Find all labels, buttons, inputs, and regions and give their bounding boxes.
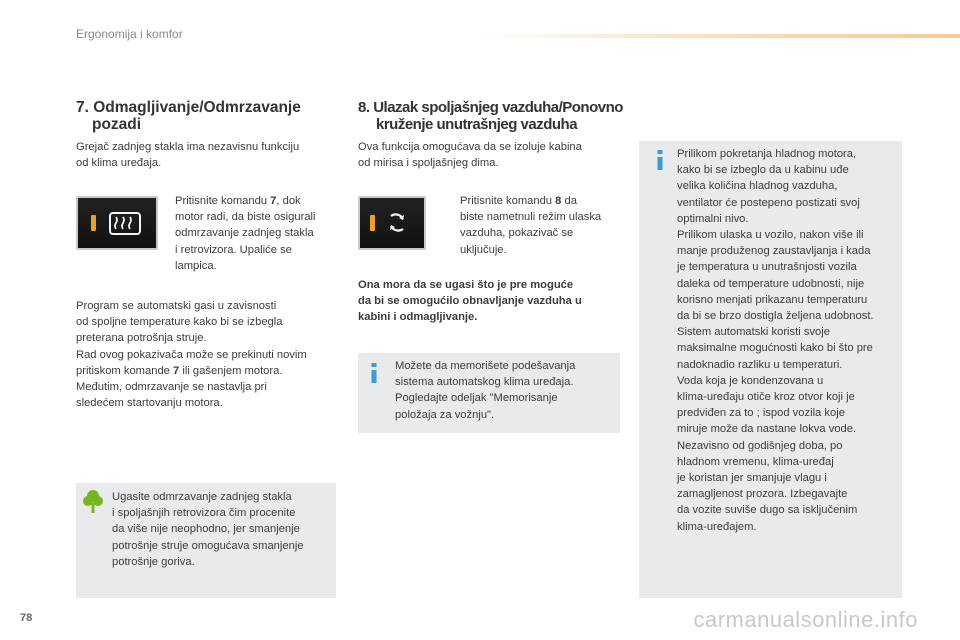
section7-description	[76, 298, 346, 411]
step-text: da	[561, 195, 577, 207]
right-note-text	[677, 146, 899, 535]
note-line: Sistem automatski koristi svoje	[677, 326, 830, 339]
warning-line: Ona mora da se ugasi što je pre moguće	[358, 279, 574, 291]
info-icon	[368, 362, 380, 384]
note-line: zamagljenost prozora. Izbegavajte	[677, 488, 848, 501]
note-line: predviđen za to ; ispod vozila koje	[677, 407, 845, 420]
warning-line: da bi se omogućilo obnavljanje vazduha u	[358, 295, 582, 308]
chapter-title: Ergonomija i komfor	[76, 27, 183, 41]
note-line: Nezavisno od godišnjeg doba, po	[677, 439, 843, 452]
right-info-note-box	[639, 141, 902, 598]
rear-defrost-button-image	[76, 196, 158, 250]
leaf-tree-icon	[83, 489, 103, 515]
step-line: motor radi, da biste osigurali	[175, 211, 316, 224]
section7-title	[76, 99, 301, 133]
note-line: hladnom vremenu, klima-uređaj	[677, 455, 834, 468]
section7-title-line2: pozadi	[92, 116, 142, 133]
note-line: Ugasite odmrzavanje zadnjeg stakla	[112, 491, 292, 503]
info-note-box	[358, 353, 620, 433]
warning-line: kabini i odmagljivanje.	[358, 311, 478, 324]
intro-line: Ova funkcija omogućava da se izoluje kabina	[358, 141, 582, 153]
note-line: je temperatura u unutrašnjosti vozila	[677, 261, 857, 274]
intro-line: Grejač zadnjeg stakla ima nezavisnu funkciju	[76, 141, 300, 153]
desc-text: pritiskom komande	[76, 364, 173, 377]
step-line: biste nametnuli režim ulaska	[460, 211, 602, 224]
section8-warning	[358, 277, 628, 326]
step-text: , dok	[276, 195, 301, 207]
step-line: lampica.	[175, 259, 217, 272]
desc-line: od spoljne temperature kako bi se izbegla	[76, 316, 283, 329]
step-line: vazduha, pokazivač se	[460, 227, 574, 240]
header-gradient-bar	[480, 34, 960, 38]
note-line: potrošnje struje omogućava smanjenje	[112, 539, 304, 552]
note-line: Pogledajte odeljak "Memorisanje	[395, 392, 558, 405]
air-recirculation-button-image	[358, 196, 426, 250]
note-line: optimalni nivo.	[677, 212, 749, 225]
note-line: Prilikom ulaska u vozilo, nakon više ili	[677, 229, 864, 242]
command-number: 7	[173, 364, 180, 377]
section7-number: 7.	[76, 99, 89, 116]
command-number: 7	[270, 195, 277, 207]
note-line: položaja za vožnju".	[395, 408, 495, 421]
note-line: daleka od temperature udobnosti, nije	[677, 277, 865, 290]
section7-intro	[76, 139, 346, 171]
section8-intro	[358, 139, 620, 171]
note-line: nadoknadio razliku u temperaturi.	[677, 358, 843, 371]
note-line: manje produženog zaustavljanja i kada	[677, 245, 871, 258]
note-line: potrošnje goriva.	[112, 555, 195, 568]
note-line: miruje može da nastane lokva vode.	[677, 423, 857, 436]
note-line: kako bi se izbeglo da u kabinu uđe	[677, 164, 849, 177]
note-line: ventilator će postepeno postizati svoj	[677, 196, 860, 209]
note-line: da bi se brzo dostigla željena udobnost.	[677, 310, 874, 323]
note-line: sistema automatskog klima uređaja.	[395, 376, 574, 389]
info-note-text	[395, 358, 615, 423]
eco-note-box	[76, 483, 336, 598]
watermark: carmanualsonline.info	[693, 607, 918, 632]
desc-line: Međutim, odmrzavanje se nastavlja pri	[76, 381, 267, 394]
desc-line: sledećem startovanju motora.	[76, 397, 223, 410]
step-text: Pritisnite komandu	[460, 195, 556, 207]
note-line: da vozite suviše dugo sa isključenim	[677, 504, 858, 517]
note-line: je koristan jer smanjuje vlagu i	[677, 472, 827, 485]
section8-title	[358, 99, 623, 133]
page-number: 78	[20, 612, 33, 624]
note-line: maksimalne mogućnosti kako bi što pre	[677, 342, 873, 355]
desc-line: Rad ovog pokazivača može se prekinuti novim	[76, 348, 307, 361]
note-line: Prilikom pokretanja hladnog motora,	[677, 148, 857, 160]
section8-title-line1: Ulazak spoljašnjeg vazduha/Ponovno	[373, 99, 623, 116]
section8-step-text	[460, 193, 625, 258]
note-line: korisno menjati prikazanu temperaturu	[677, 293, 868, 306]
section7-step-text	[175, 193, 355, 274]
step-line: uključuje.	[460, 243, 507, 256]
step-line: odmrzavanje zadnjeg stakla	[175, 227, 314, 240]
note-line: klima-uređajem.	[677, 520, 757, 533]
intro-line: od mirisa i spoljašnjeg dima.	[358, 157, 499, 170]
note-line: Voda koja je kondenzovana u	[677, 374, 824, 387]
section7-title-line1: Odmagljivanje/Odmrzavanje	[93, 99, 301, 116]
desc-text: ili gašenjem motora.	[179, 364, 283, 377]
note-line: velika količina hladnog vazduha,	[677, 180, 838, 193]
intro-line: od klima uređaja.	[76, 157, 162, 170]
air-recirculation-icon	[360, 198, 424, 248]
section8-title-line2: kruženje unutrašnjeg vazduha	[376, 116, 578, 133]
eco-note-text	[112, 489, 332, 570]
section8-number: 8.	[358, 99, 370, 116]
step-line: i retrovizora. Upaliće se	[175, 243, 292, 256]
rear-defrost-icon	[78, 198, 156, 248]
note-line: i spoljašnjih retrovizora čim procenite	[112, 507, 296, 520]
desc-line: Program se automatski gasi u zavisnosti	[76, 300, 277, 312]
note-line: Možete da memorišete podešavanja	[395, 360, 576, 372]
note-line: klima-uređaju otiče kroz otvor koji je	[677, 391, 855, 404]
info-icon	[654, 149, 666, 171]
desc-line: preterana potrošnja struje.	[76, 332, 207, 345]
note-line: da više nije neophodno, jer smanjenje	[112, 523, 300, 536]
step-text: Pritisnite komandu	[175, 195, 271, 207]
command-number: 8	[555, 195, 562, 207]
